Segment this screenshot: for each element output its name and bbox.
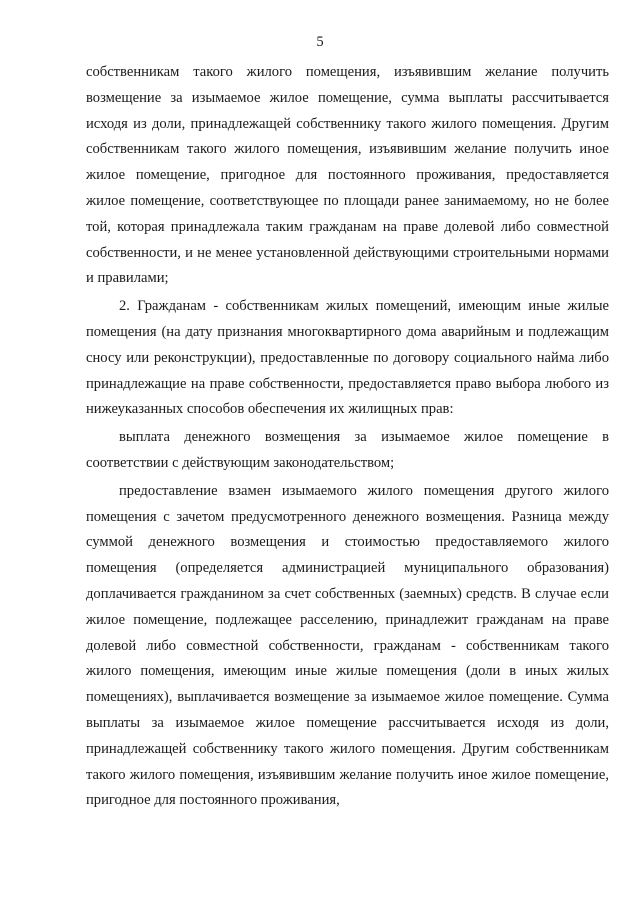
paragraph-option-replacement: предоставление взамен изымаемого жилого помещения другого жилого помещения с зачетом предусмотренного денежного возмещения. Разница между суммой денежного возмещения и стоимостью предоставляемого жилого помещения (определяется администрацией муниципального образования) доплачивается гражданином за счет собственных (заемных) средств. В случае если жилое помещение, подлежащее расселению, принадлежит гражданам на праве долевой либо совместной собственности, гражданам - собственникам такого жилого помещения, имеющим иные жилые помещения (доли в иных жилых помещениях), выплачивается возмещение за изымаемое жилое помещение. Сумма выплаты за изымаемое жилое помещение рассчитывается исходя из доли, принадлежащей собственнику такого жилого помещения. Другим собственникам такого жилого помещения, изъявившим желание получить иное жилое помещение, пригодное для постоянного проживания, (86, 482, 609, 809)
paragraph-option-payment: выплата денежного возмещения за изымаемое жилое помещение в соответствии с действующим законодательством; (86, 429, 609, 471)
page-number: 5 (316, 34, 324, 50)
paragraph-item-2: 2. Гражданам - собственникам жилых помещений, имеющим иные жилые помещения (на дату признания многоквартирного дома аварийным и подлежащим сносу или реконструкции), предоставленные по договору социального найма либо принадлежащие на праве собственности, предоставляется право выбора любого из нижеуказанных способов обеспечения их жилищных прав: (86, 298, 609, 418)
document-body (86, 60, 609, 814)
paragraph-continuation: собственникам такого жилого помещения, изъявившим желание получить возмещение за изымаемое жилое помещение, сумма выплаты рассчитывается исходя из доли, принадлежащей собственнику такого жилого помещения. Другим собственникам такого жилого помещения, изъявившим желание получить иное жилое помещение, пригодное для постоянного проживания, предоставляется жилое помещение, соответствующее по площади ранее занимаемому, но не более той, которая принадлежала таким гражданам на праве долевой либо совместной собственности, и не менее установленной действующими строительными нормами и правилами; (86, 64, 609, 287)
